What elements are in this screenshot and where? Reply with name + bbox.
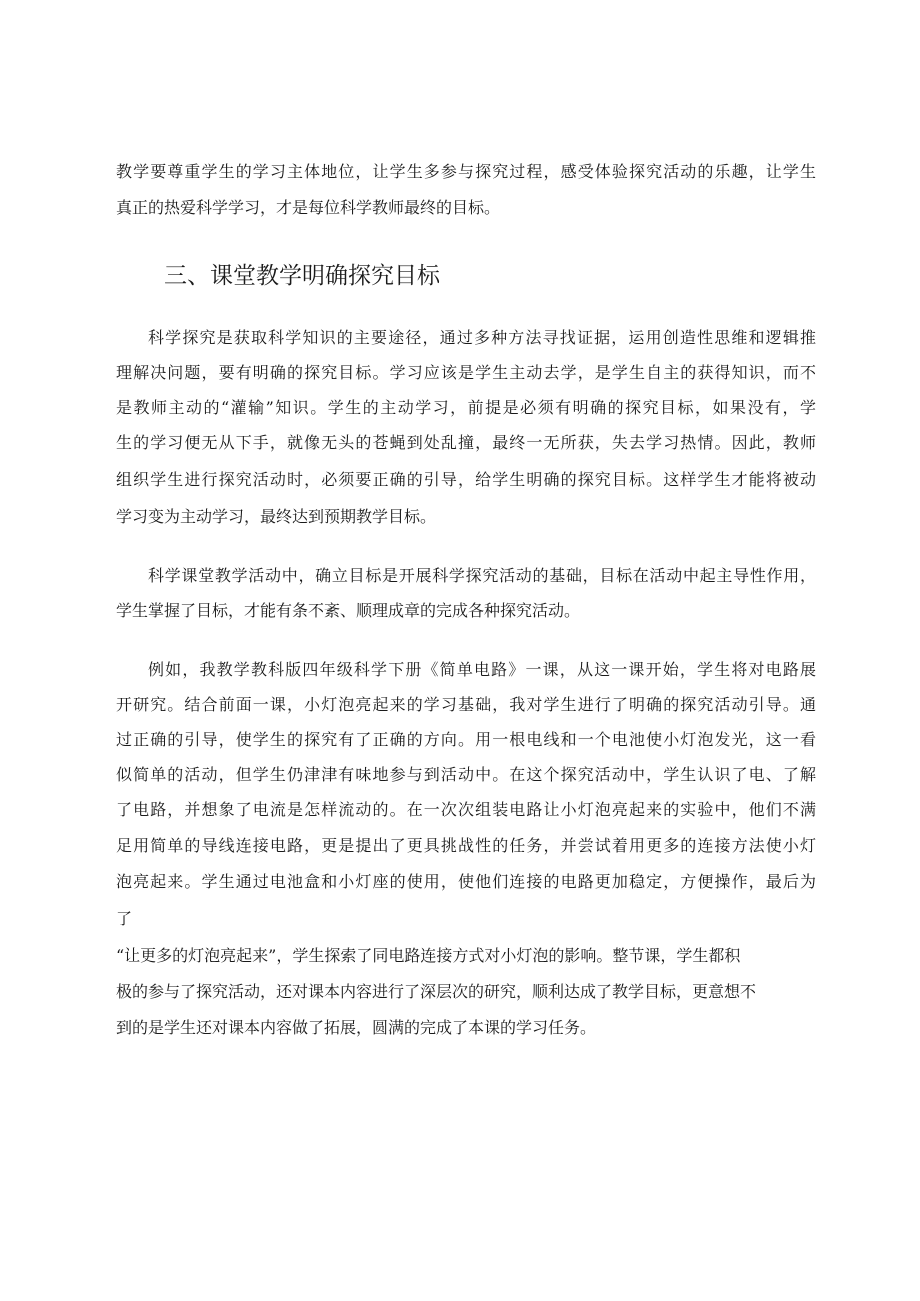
paragraph3-line-4: 似简单的活动，但学生仍津津有味地参与到活动中。在这个探究活动中，学生认识了电、了解	[116, 765, 816, 784]
intro-line-2: 真正的热爱科学学习，才是每位科学教师最终的目标。	[116, 198, 501, 217]
paragraph1-line-4: 生的学习便无从下手，就像无头的苍蝇到处乱撞，最终一无所获，失去学习热情。因此，教师	[116, 433, 816, 452]
paragraph2-line-2: 学生掌握了目标，才能有条不紊、顺理成章的完成各种探究活动。	[116, 601, 581, 620]
paragraph1-line-6: 学习变为主动学习，最终达到预期教学目标。	[116, 507, 437, 526]
paragraph1-line-2: 理解决问题，要有明确的探究目标。学习应该是学生主动去学，是学生自主的获得知识，而不	[116, 363, 816, 382]
paragraph3-line-2: 开研究。结合前面一课，小灯泡亮起来的学习基础，我对学生进行了明确的探究活动引导。通	[116, 695, 816, 714]
paragraph1-line-5: 组织学生进行探究活动时，必须要正确的引导，给学生明确的探究目标。这样学生才能将被动	[116, 470, 816, 489]
paragraph3-line-11: 到的是学生还对课本内容做了拓展，圆满的完成了本课的学习任务。	[116, 1018, 597, 1037]
paragraph3-line-1: 例如，我教学教科版四年级科学下册《简单电路》一课，从这一课开始，学生将对电路展	[148, 660, 816, 679]
paragraph1-line-1: 科学探究是获取科学知识的主要途径，通过多种方法寻找证据，运用创造性思维和逻辑推	[148, 328, 816, 347]
intro-line-1: 教学要尊重学生的学习主体地位，让学生多参与探究过程，感受体验探究活动的乐趣，让学生	[116, 162, 816, 181]
paragraph3-line-10: 极的参与了探究活动，还对课本内容进行了深层次的研究，顺利达成了教学目标，更意想不	[116, 982, 757, 1001]
paragraph1-line-3: 是教师主动的“灌输”知识。学生的主动学习，前提是必须有明确的探究目标，如果没有，学	[116, 398, 816, 417]
paragraph3-line-7: 泡亮起来。学生通过电池盒和小灯座的使用，使他们连接的电路更加稳定，方便操作，最后为	[116, 872, 816, 891]
paragraph3-line-9: “让更多的灯泡亮起来”，学生探索了同电路连接方式对小灯泡的影响。整节课，学生都积	[116, 946, 741, 965]
paragraph3-line-5: 了电路，并想象了电流是怎样流动的。在一次次组装电路让小灯泡亮起来的实验中，他们不满	[116, 800, 816, 819]
paragraph3-line-8: 了	[116, 909, 133, 928]
paragraph2-line-1: 科学课堂教学活动中，确立目标是开展科学探究活动的基础，目标在活动中起主导性作用，	[148, 566, 816, 585]
section-heading: 三、课堂教学明确探究目标	[164, 263, 440, 289]
paragraph3-line-3: 过正确的引导，使学生的探究有了正确的方向。用一根电线和一个电池使小灯泡发光，这一看	[116, 730, 816, 749]
paragraph3-line-6: 足用简单的导线连接电路，更是提出了更具挑战性的任务，并尝试着用更多的连接方法使小灯	[116, 836, 816, 855]
